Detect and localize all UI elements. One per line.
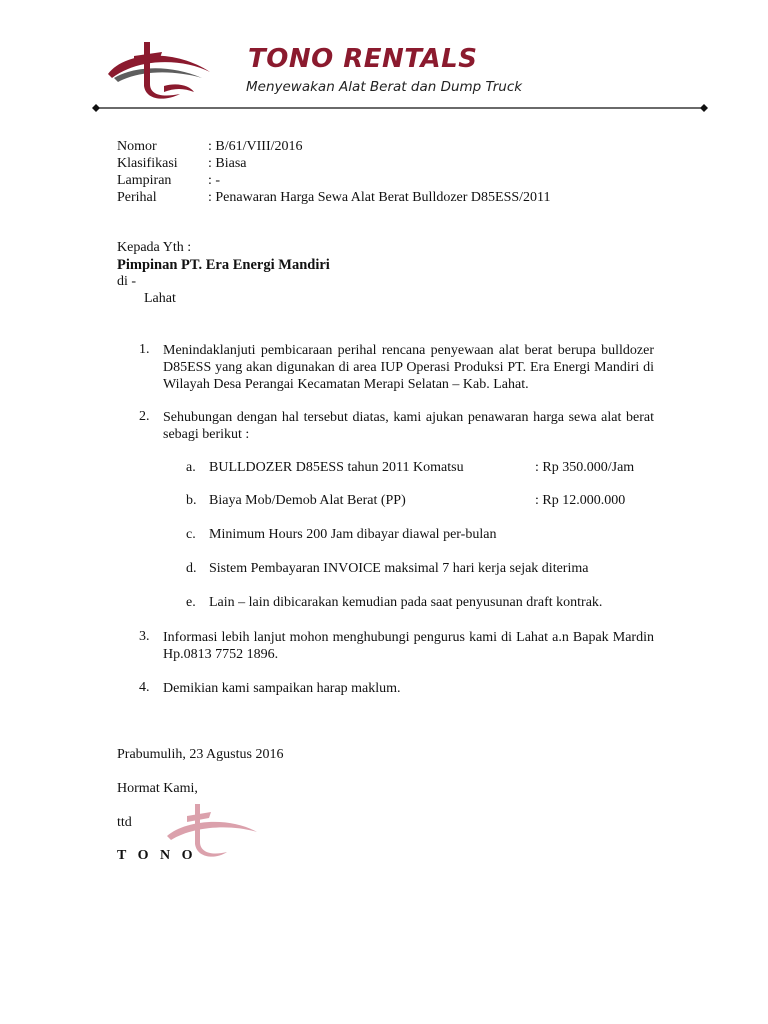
point-paragraph: Demikian kami sampaikan harap maklum.: [163, 681, 401, 696]
recipient-di: di -: [117, 274, 137, 289]
meta-label: Lampiran: [117, 173, 172, 188]
offer-item-letter: a.: [186, 460, 196, 475]
recipient-name: Pimpinan PT. Era Energi Mandiri: [117, 257, 330, 273]
offer-item-text: Biaya Mob/Demob Alat Berat (PP): [209, 493, 406, 508]
recipient-greeting: Kepada Yth :: [117, 240, 192, 255]
point-paragraph: Menindaklanjuti pembicaraan perihal rencana penyewaan alat berat berupa bulldozer D85ESS yang akan digunakan di area IUP Operasi Produksi PT. Era Energi Mandiri di Wilayah Desa Perangai Kecamatan Merapi Selatan – Kab. Lahat.: [163, 343, 654, 392]
offer-item-price: : Rp 12.000.000: [535, 493, 626, 508]
point-number: 3.: [139, 629, 150, 644]
meta-label: Klasifikasi: [117, 156, 178, 171]
meta-value: : Biasa: [208, 156, 247, 171]
meta-label: Nomor: [117, 139, 157, 154]
offer-item-text: BULLDOZER D85ESS tahun 2011 Komatsu: [209, 460, 464, 475]
offer-item-letter: d.: [186, 561, 197, 576]
meta-value: : -: [208, 173, 221, 188]
meta-value: : Penawaran Harga Sewa Alat Berat Bulldozer D85ESS/2011: [208, 190, 551, 205]
offer-item-letter: b.: [186, 493, 197, 508]
tono-rentals-logo-icon: [104, 38, 214, 104]
point-number: 2.: [139, 409, 150, 424]
offer-item-letter: e.: [186, 595, 196, 610]
offer-item-price: : Rp 350.000/Jam: [535, 460, 635, 475]
point-number: 1.: [139, 342, 150, 357]
meta-row-klasifikasi: [117, 155, 551, 172]
offer-item-text: Sistem Pembayaran INVOICE maksimal 7 hari kerja sejak diterima: [209, 561, 589, 576]
letter-meta: [117, 138, 551, 206]
signer-name: T O N O: [117, 848, 197, 863]
meta-row-lampiran: [117, 172, 551, 189]
closing-regards: Hormat Kami,: [117, 781, 198, 796]
offer-item-text: Lain – lain dibicarakan kemudian pada saat penyusunan draft kontrak.: [209, 595, 603, 610]
recipient-city: Lahat: [144, 291, 176, 306]
meta-label: Perihal: [117, 190, 157, 205]
company-tagline: Menyewakan Alat Berat dan Dump Truck: [246, 79, 523, 95]
offer-item-letter: c.: [186, 527, 196, 542]
letterhead-divider: [92, 100, 708, 116]
meta-row-perihal: [117, 189, 551, 206]
point-number: 4.: [139, 680, 150, 695]
offer-item-text: Minimum Hours 200 Jam dibayar diawal per-bulan: [209, 527, 497, 542]
place-date: Prabumulih, 23 Agustus 2016: [117, 747, 284, 762]
signature-ttd: ttd: [117, 815, 132, 830]
point-paragraph: Informasi lebih lanjut mohon menghubungi pengurus kami di Lahat a.n Bapak Mardin Hp.0813 7752 1896.: [163, 630, 654, 662]
meta-row-nomor: [117, 138, 551, 155]
point-paragraph: Sehubungan dengan hal tersebut diatas, kami ajukan penawaran harga sewa alat berat sebagi berikut :: [163, 410, 654, 442]
meta-value: : B/61/VIII/2016: [208, 139, 303, 154]
company-name: TONO RENTALS: [248, 44, 478, 74]
